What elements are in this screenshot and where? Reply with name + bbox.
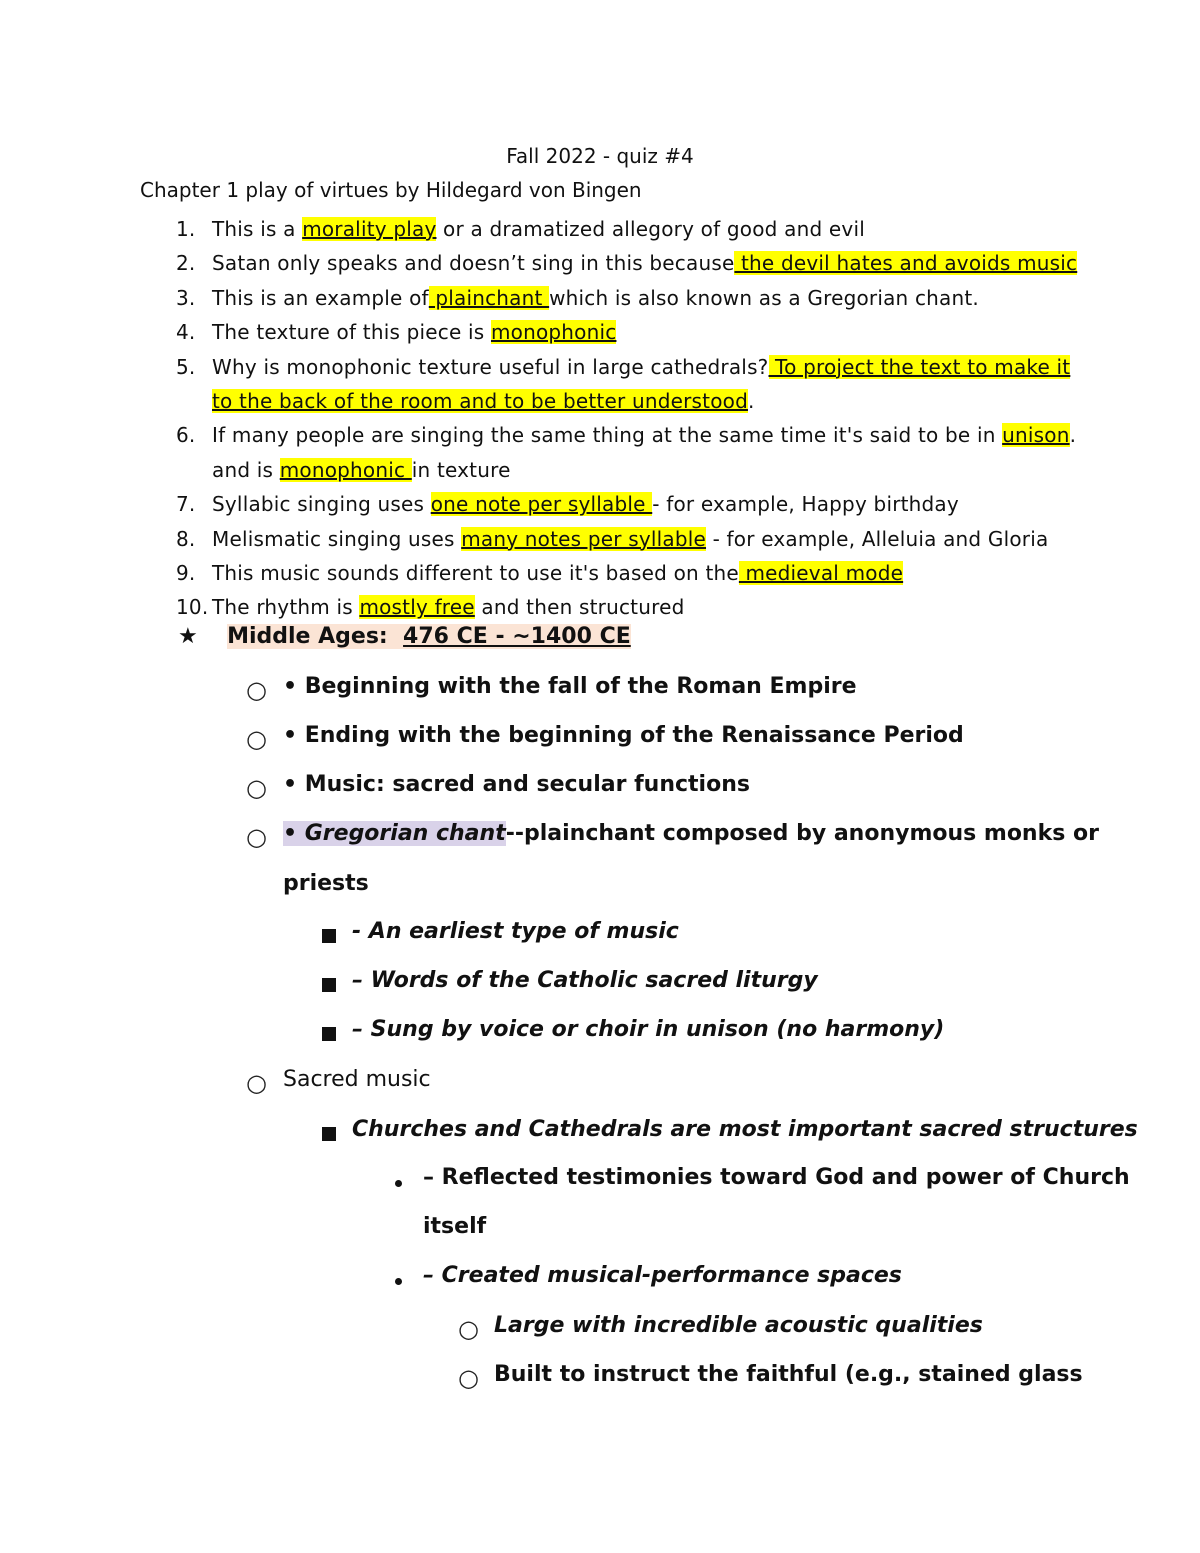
detail-item: – Reflected testimonies toward God and power of Church bbox=[423, 1165, 1130, 1190]
quiz-item bbox=[140, 556, 1080, 590]
quiz-item bbox=[140, 487, 1080, 521]
question-text: The texture of this piece is bbox=[212, 320, 491, 345]
quiz-item bbox=[140, 246, 1080, 280]
detail-item-continued: itself bbox=[423, 1214, 487, 1239]
quiz-item-number: 10. bbox=[176, 595, 209, 620]
quiz-item bbox=[140, 315, 1080, 349]
gregorian-chant-term: • Gregorian chant bbox=[283, 821, 506, 846]
circle-bullet-icon: ○ bbox=[246, 1069, 267, 1097]
quiz-item bbox=[140, 212, 1080, 246]
highlighted-answer: monophonic bbox=[279, 457, 412, 482]
highlighted-answer: the devil hates and avoids music bbox=[734, 251, 1078, 276]
quiz-item bbox=[140, 281, 1080, 315]
quiz-item-number: 4. bbox=[176, 320, 196, 345]
square-bullet-icon bbox=[322, 1027, 336, 1041]
square-bullet-icon bbox=[322, 1127, 336, 1141]
question-text: and then structured bbox=[474, 595, 685, 620]
highlighted-answer: medieval mode bbox=[738, 561, 904, 586]
question-text: - for example, Happy birthday bbox=[652, 492, 959, 517]
middle-ages-heading bbox=[178, 624, 631, 649]
square-bullet-icon bbox=[322, 929, 336, 943]
dot-bullet-icon bbox=[395, 1180, 402, 1187]
outline-item: • Gregorian chant--plainchant composed by anonymous monks or bbox=[283, 821, 1099, 846]
quiz-item-number: 7. bbox=[176, 492, 196, 517]
highlighted-answer: plainchant bbox=[428, 285, 550, 310]
outline-item: • Beginning with the fall of the Roman Empire bbox=[283, 674, 857, 699]
question-text: . and is bbox=[212, 423, 1077, 482]
circle-bullet-icon: ○ bbox=[458, 1364, 479, 1392]
question-text: Why is monophonic texture useful in large cathedrals? bbox=[212, 354, 769, 379]
quiz-item-number: 9. bbox=[176, 561, 196, 586]
quiz-item bbox=[140, 590, 1080, 624]
question-text: This is a bbox=[212, 217, 303, 241]
square-bullet-icon bbox=[322, 978, 336, 992]
question-text: which is also known as a Gregorian chant. bbox=[549, 285, 979, 310]
question-text: - for example, Alleluia and Gloria bbox=[706, 526, 1049, 551]
detail-item: – Created musical-performance spaces bbox=[423, 1263, 902, 1288]
dot-bullet-icon bbox=[395, 1278, 402, 1285]
highlighted-answer: many notes per syllable bbox=[461, 526, 707, 551]
sub-item: – Words of the Catholic sacred liturgy bbox=[352, 968, 818, 993]
question-text: The rhythm is bbox=[212, 595, 360, 620]
quiz-item-number: 5. bbox=[176, 354, 196, 379]
highlighted-answer: one note per syllable bbox=[430, 492, 653, 517]
outline-item: • Music: sacred and secular functions bbox=[283, 772, 750, 797]
question-text: Satan only speaks and doesn’t sing in this because bbox=[212, 251, 735, 276]
circle-bullet-icon: ○ bbox=[246, 725, 267, 753]
question-text: This music sounds different to use it's based on the bbox=[212, 561, 739, 586]
highlighted-answer: monophonic bbox=[490, 320, 617, 345]
question-text: . bbox=[747, 389, 755, 414]
quiz-item bbox=[140, 418, 1080, 487]
sub-item: – Sung by voice or choir in unison (no harmony) bbox=[352, 1017, 945, 1042]
chapter-heading: Chapter 1 play of virtues by Hildegard von Bingen bbox=[140, 178, 642, 202]
quiz-item-number: 1. bbox=[176, 217, 196, 241]
quiz-item-number: 8. bbox=[176, 526, 196, 551]
outline-item: • Ending with the beginning of the Renaissance Period bbox=[283, 723, 964, 748]
detail-sub-item: Built to instruct the faithful (e.g., stained glass bbox=[494, 1362, 1083, 1387]
circle-bullet-icon: ○ bbox=[458, 1315, 479, 1343]
question-text: Syllabic singing uses bbox=[212, 492, 431, 517]
highlighted-answer: To project the text to make it to the back of the room and to be better understood bbox=[212, 354, 1071, 414]
detail-sub-item: Large with incredible acoustic qualities bbox=[494, 1313, 983, 1338]
quiz-item bbox=[140, 350, 1080, 419]
circle-bullet-icon: ○ bbox=[246, 774, 267, 802]
sub-item: - An earliest type of music bbox=[352, 919, 679, 944]
middle-ages-label: Middle Ages: 476 CE - ~1400 CE bbox=[227, 624, 631, 649]
quiz-item-number: 3. bbox=[176, 285, 196, 310]
star-bullet-icon: ★ bbox=[178, 624, 198, 649]
highlighted-answer: unison bbox=[1002, 423, 1070, 448]
middle-ages-dates: 476 CE - ~1400 CE bbox=[403, 624, 631, 649]
question-text: or a dramatized allegory of good and evil bbox=[436, 217, 865, 241]
circle-bullet-icon: ○ bbox=[246, 823, 267, 851]
question-text: Melismatic singing uses bbox=[212, 526, 462, 551]
quiz-item-number: 2. bbox=[176, 251, 196, 276]
quiz-item-number: 6. bbox=[176, 423, 196, 448]
circle-bullet-icon: ○ bbox=[246, 676, 267, 704]
quiz-item bbox=[140, 522, 1080, 556]
outline-item-continued: priests bbox=[283, 871, 369, 896]
highlighted-answer: morality play bbox=[302, 217, 437, 241]
outline-item: Sacred music bbox=[283, 1067, 431, 1092]
sub-item: Churches and Cathedrals are most important sacred structures bbox=[352, 1117, 1138, 1142]
highlighted-answer: mostly free bbox=[359, 595, 475, 620]
document-title: Fall 2022 - quiz #4 bbox=[506, 144, 694, 168]
quiz-list bbox=[140, 212, 1080, 625]
question-text: This is an example of bbox=[212, 285, 429, 310]
question-text: in texture bbox=[411, 457, 511, 482]
question-text: If many people are singing the same thing at the same time it's said to be in bbox=[212, 423, 1003, 448]
